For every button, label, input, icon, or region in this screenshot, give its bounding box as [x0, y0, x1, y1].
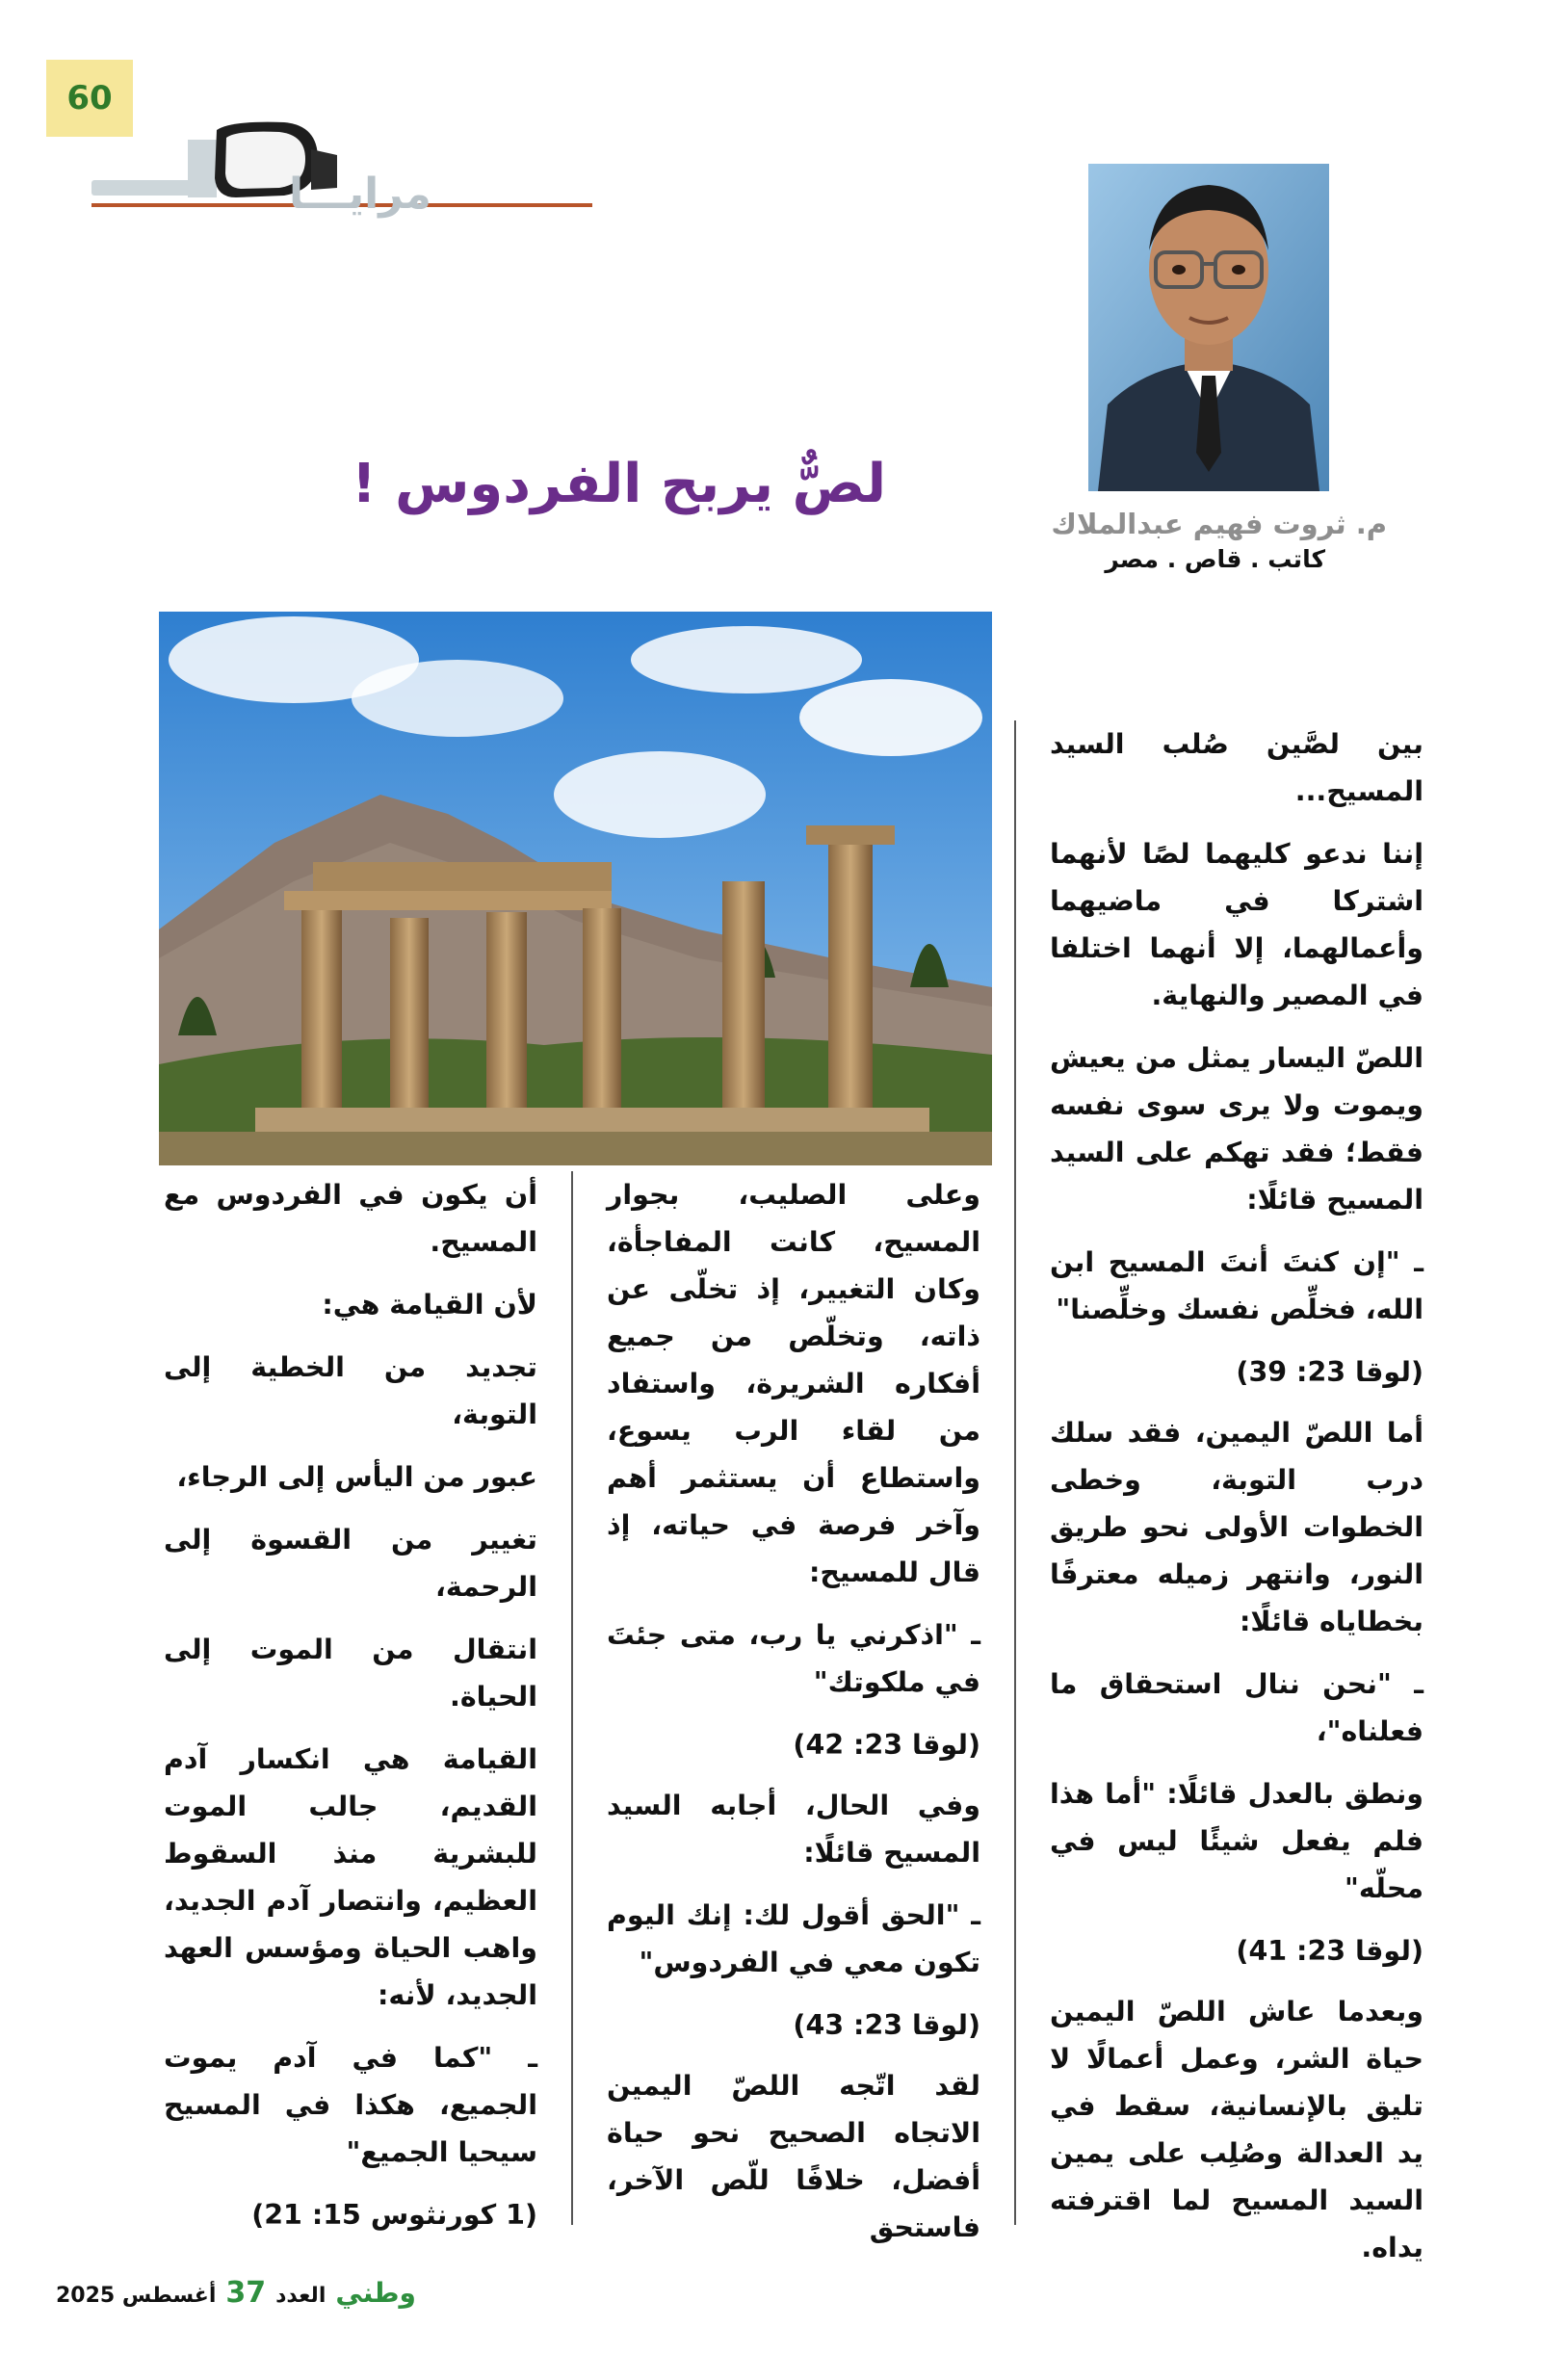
- issue-number: 37: [225, 2276, 267, 2310]
- paragraph: اللصّ اليسار يمثل من يعيش ويموت ولا يرى سوى نفسه فقط؛ فقد تهكم على السيد المسيح قائلًا:: [1050, 1042, 1423, 1216]
- paragraph: لقد اتّجه اللصّ اليمين الاتجاه الصحيح نحو حياة أفضل، خلافًا للّص الآخر، فاستحق: [607, 2070, 980, 2243]
- page-number: 60: [46, 60, 133, 137]
- scripture-reference: (لوقا 23: 41): [1236, 1935, 1423, 1967]
- hero-image-temple-ruins: [159, 612, 992, 1165]
- quote: ـ "اذكرني يا رب، متى جئتَ في ملكوتك": [607, 1619, 980, 1698]
- quote: ـ "كما في آدم يموت الجميع، هكذا في المسيح سيحيا الجميع": [164, 2042, 537, 2168]
- scripture-reference: (لوقا 23: 39): [1236, 1356, 1423, 1388]
- quote: ـ "الحق أقول لك: إنك اليوم تكون معي في الفردوس": [607, 1899, 980, 1978]
- column-divider: [1014, 720, 1016, 2225]
- paragraph: عبور من اليأس إلى الرجاء،: [176, 1461, 537, 1493]
- scripture-reference: (لوقا 23: 43): [793, 2009, 980, 2041]
- paragraph: بين لصَّين صُلب السيد المسيح...: [1050, 728, 1423, 807]
- paragraph: أن يكون في الفردوس مع المسيح.: [164, 1179, 537, 1258]
- paragraph: وبعدما عاش اللصّ اليمين حياة الشر، وعمل أعمالًا لا تليق بالإنسانية، سقط في يد العدالة وصُلِب على يمين السيد المسيح لما اقترفته يداه.: [1050, 1996, 1423, 2263]
- issue-date: أغسطس 2025: [56, 2284, 217, 2308]
- issue-label: العدد: [275, 2284, 326, 2308]
- scripture-reference: (لوقا 23: 42): [793, 1729, 980, 1761]
- section-name: مرايـــا: [289, 170, 431, 219]
- paragraph: تغيير من القسوة إلى الرحمة،: [164, 1524, 537, 1603]
- quote: ـ "إن كنتَ أنتَ المسيح ابن الله، فخلِّص نفسك وخلِّصنا": [1050, 1246, 1423, 1325]
- article-title: لصٌّ يربح الفردوس !: [352, 453, 886, 515]
- paragraph: وفي الحال، أجابه السيد المسيح قائلًا:: [607, 1790, 980, 1869]
- paragraph: تجديد من الخطية إلى التوبة،: [164, 1351, 537, 1430]
- author-photo: [1088, 164, 1329, 491]
- article-column-2: [607, 1171, 980, 2266]
- paragraph: لأن القيامة هي:: [322, 1289, 537, 1321]
- paragraph: ونطق بالعدل قائلًا: "أما هذا فلم يفعل شيئًا ليس في محلّه": [1050, 1778, 1423, 1904]
- magazine-name: وطني: [335, 2277, 416, 2309]
- author-name: م. ثروت فهيم عبدالملاك: [1051, 508, 1387, 540]
- article-column-3: [164, 1171, 537, 2252]
- paragraph: القيامة هي انكسار آدم القديم، جالب الموت للبشرية منذ السقوط العظيم، وانتصار آدم الجديد، واهب الحياة ومؤسس العهد الجديد، لأنه:: [164, 1743, 537, 2011]
- scripture-reference: (1 كورنثوس 15: 21): [251, 2199, 537, 2231]
- paragraph: أما اللصّ اليمين، فقد سلك درب التوبة، وخطى الخطوات الأولى نحو طريق النور، وانتهر زميله معترفًا بخطاياه قائلًا:: [1050, 1417, 1423, 1637]
- paragraph: إننا ندعو كليهما لصًا لأنهما اشتركا في ماضيهما وأعمالهما، إلا أنهما اختلفا في المصير والنهاية.: [1050, 838, 1423, 1011]
- author-description: كاتب . قاص . مصر: [1105, 545, 1325, 573]
- column-divider: [571, 1171, 573, 2225]
- footer: [56, 2276, 416, 2310]
- paragraph: انتقال من الموت إلى الحياة.: [164, 1634, 537, 1713]
- quote: ـ "نحن ننال استحقاق ما فعلناه"،: [1050, 1668, 1423, 1747]
- paragraph: وعلى الصليب، بجوار المسيح، كانت المفاجأة، وكان التغيير، إذ تخلّى عن ذاته، وتخلّص من جميع أفكاره الشريرة، واستفاد من لقاء الرب يسوع، واستطاع أن يستثمر أهم وآخر فرصة في حياته، إذ قال للمسيح:: [607, 1179, 980, 1588]
- article-column-1: [1050, 720, 1423, 2287]
